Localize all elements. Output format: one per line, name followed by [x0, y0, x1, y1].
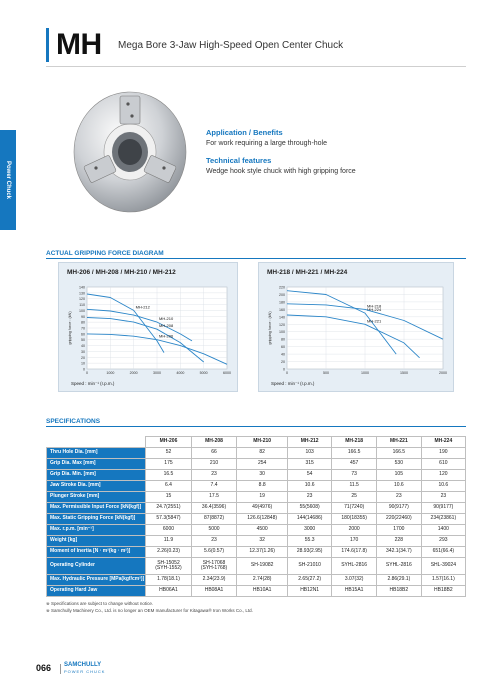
spec-row-label: Grip Dia. Min. [mm] — [47, 470, 146, 481]
spec-row-label: Jaw Stroke Dia. [mm] — [47, 481, 146, 492]
application-heading: Application / Benefits — [206, 128, 283, 137]
y-tick-label: 0 — [83, 367, 85, 372]
spec-cell: 66 — [191, 448, 237, 459]
spec-row — [47, 492, 466, 503]
y-tick-label: 180 — [279, 300, 285, 305]
y-axis-label: gripping force : (kN) — [68, 311, 72, 345]
x-tick-label: 4000 — [176, 371, 185, 375]
spec-cell: 2.86(29.1) — [376, 575, 421, 586]
y-tick-label: 100 — [279, 330, 285, 335]
chart-plot — [59, 263, 239, 393]
spec-cell: HB08A1 — [191, 586, 237, 597]
spec-row-label: Thru Hole Dia. [mm] — [47, 448, 146, 459]
series-label: MH-210 — [159, 316, 174, 322]
header-rule — [46, 66, 466, 67]
spec-cell: 1700 — [376, 525, 421, 536]
x-tick-label: 0 — [286, 371, 288, 375]
y-tick-label: 50 — [81, 338, 85, 343]
series-label: MH-218 — [367, 303, 382, 309]
spec-cell: 71(7240) — [332, 503, 377, 514]
features-block — [206, 128, 466, 184]
spec-cell: 24.7(2551) — [146, 503, 192, 514]
spec-cell: 12.37(1.26) — [237, 547, 288, 558]
x-tick-label: 1000 — [106, 371, 115, 375]
x-tick-label: 1000 — [361, 371, 369, 375]
spec-cell: 1.78(18.1) — [146, 575, 192, 586]
specifications-title: SPECIFICATIONS — [46, 418, 101, 425]
page-number: 066 — [36, 663, 52, 673]
chart-large-models — [258, 262, 454, 392]
y-tick-label: 80 — [81, 320, 85, 325]
spec-cell: 36.4(3596) — [191, 503, 237, 514]
spec-cell: 10.6 — [421, 481, 465, 492]
y-tick-label: 20 — [281, 360, 285, 365]
chart-x-label: Speed : min⁻¹ (r.p.m.) — [271, 381, 315, 386]
spec-cell: 57.3(5847) — [146, 514, 192, 525]
spec-cell: SH-19082 — [237, 558, 288, 575]
spec-row-label: Grip Dia. Max [mm] — [47, 459, 146, 470]
spec-cell: 54 — [288, 470, 332, 481]
x-tick-label: 6000 — [223, 371, 231, 375]
spec-cell: 610 — [421, 459, 465, 470]
y-tick-label: 140 — [279, 315, 285, 320]
spec-cell: 49(4976) — [237, 503, 288, 514]
spec-column-header: MH-210 — [237, 437, 288, 448]
x-tick-label: 2000 — [129, 371, 138, 375]
technical-heading: Technical features — [206, 156, 272, 165]
spec-cell: 457 — [332, 459, 377, 470]
spec-cell: HB15A1 — [332, 586, 377, 597]
spec-cell: 5.6(0.57) — [191, 547, 237, 558]
y-tick-label: 120 — [79, 297, 85, 302]
spec-cell: SYHL-2816 — [332, 558, 377, 575]
spec-cell: 254 — [237, 459, 288, 470]
spec-row — [47, 586, 466, 597]
y-tick-label: 40 — [281, 352, 285, 357]
spec-cell: 170 — [332, 536, 377, 547]
spec-cell: 651(66.4) — [421, 547, 465, 558]
spec-cell: 19 — [237, 492, 288, 503]
chart-title: MH-218 / MH-221 / MH-224 — [267, 269, 348, 276]
spec-cell: 103 — [288, 448, 332, 459]
y-tick-label: 90 — [81, 314, 85, 319]
spec-row — [47, 514, 466, 525]
y-tick-label: 220 — [279, 285, 285, 290]
spec-cell: 2.34(23.9) — [191, 575, 237, 586]
spec-cell: 23 — [421, 492, 465, 503]
spec-cell: HB18B2 — [421, 586, 465, 597]
side-tab-label: Power Chuck — [5, 160, 11, 200]
spec-cell: 10.6 — [376, 481, 421, 492]
spec-cell: 16.5 — [146, 470, 192, 481]
spec-cell: 87(8872) — [191, 514, 237, 525]
spec-cell: 30 — [237, 470, 288, 481]
model-subtitle: Mega Bore 3-Jaw High-Speed Open Center Chuck — [118, 40, 344, 51]
y-tick-label: 0 — [283, 367, 285, 372]
footnote: ※ Samchully Machinery Co., Ltd. is no longer an OEM manufacturer for Kitagawa® Iron Works Co., Ltd. — [46, 608, 253, 614]
spec-cell: 175 — [146, 459, 192, 470]
y-tick-label: 110 — [79, 303, 85, 308]
spec-cell: 25 — [332, 492, 377, 503]
spec-column-header: MH-224 — [421, 437, 465, 448]
spec-cell: 120 — [421, 470, 465, 481]
y-tick-label: 30 — [81, 349, 85, 354]
spec-cell: 4500 — [237, 525, 288, 536]
y-tick-label: 160 — [279, 307, 285, 312]
spec-corner — [47, 437, 146, 448]
x-tick-label: 500 — [323, 371, 329, 375]
spec-cell: 190 — [421, 448, 465, 459]
spec-cell: SHL-39024 — [421, 558, 465, 575]
series-label: MH-208 — [159, 323, 174, 329]
spec-row — [47, 459, 466, 470]
spec-row — [47, 525, 466, 536]
spec-row — [47, 470, 466, 481]
spec-cell: 90(9177) — [376, 503, 421, 514]
spec-row-label: Weight [kg] — [47, 536, 146, 547]
spec-cell: 315 — [288, 459, 332, 470]
spec-cell: HB18B2 — [376, 586, 421, 597]
spec-cell: 55.3 — [288, 536, 332, 547]
chart-plot — [259, 263, 455, 393]
spec-row-label: Plunger Stroke [mm] — [47, 492, 146, 503]
spec-cell: 11.9 — [146, 536, 192, 547]
y-tick-label: 100 — [79, 308, 85, 313]
spec-row — [47, 547, 466, 558]
spec-cell: 228 — [376, 536, 421, 547]
spec-cell: 342.1(34.7) — [376, 547, 421, 558]
spec-column-header: MH-218 — [332, 437, 377, 448]
series-label: MH-212 — [135, 304, 150, 310]
series-label: MH-221 — [367, 318, 382, 324]
y-tick-label: 60 — [81, 332, 85, 337]
spec-cell: 7.4 — [191, 481, 237, 492]
spec-cell: 293 — [421, 536, 465, 547]
spec-cell: 2.26(0.23) — [146, 547, 192, 558]
spec-cell: SH-15052 (SYH-1552) — [146, 558, 192, 575]
y-tick-label: 130 — [79, 291, 85, 296]
y-tick-label: 60 — [281, 345, 285, 350]
spec-cell: 2000 — [332, 525, 377, 536]
spec-cell: 3.07(32) — [332, 575, 377, 586]
spec-column-header: MH-212 — [288, 437, 332, 448]
spec-cell: 52 — [146, 448, 192, 459]
spec-cell: 3000 — [288, 525, 332, 536]
spec-cell: 23 — [191, 470, 237, 481]
y-tick-label: 10 — [81, 361, 85, 366]
y-tick-label: 80 — [281, 337, 285, 342]
series-label: MH-224 — [367, 307, 382, 313]
spec-cell: HB10A1 — [237, 586, 288, 597]
spec-cell: 5000 — [191, 525, 237, 536]
spec-cell: 23 — [288, 492, 332, 503]
y-tick-label: 120 — [279, 322, 285, 327]
spec-cell: HB12N1 — [288, 586, 332, 597]
series-label: MH-206 — [159, 333, 174, 339]
y-tick-label: 200 — [279, 292, 285, 297]
spec-row — [47, 503, 466, 514]
technical-text: Wedge hook style chuck with high gripping force — [206, 168, 356, 175]
spec-row — [47, 575, 466, 586]
x-tick-label: 0 — [86, 371, 88, 375]
spec-row-label: Operating Hard Jaw — [47, 586, 146, 597]
brand-logo: SAMCHULLY — [64, 662, 102, 668]
x-tick-label: 3000 — [153, 371, 161, 375]
spec-cell: 174.6(17.8) — [332, 547, 377, 558]
spec-cell: 23 — [376, 492, 421, 503]
spec-cell: 6000 — [146, 525, 192, 536]
spec-cell: 23 — [191, 536, 237, 547]
y-tick-label: 40 — [81, 344, 85, 349]
spec-cell: 180(18355) — [332, 514, 377, 525]
spec-cell: 8.8 — [237, 481, 288, 492]
footer-separator — [60, 664, 61, 674]
spec-row — [47, 481, 466, 492]
spec-column-header: MH-221 — [376, 437, 421, 448]
spec-row — [47, 448, 466, 459]
spec-cell: 2.65(27.2) — [288, 575, 332, 586]
spec-cell: 166.5 — [376, 448, 421, 459]
model-title: MH — [56, 28, 102, 61]
spec-cell: 6.4 — [146, 481, 192, 492]
y-tick-label: 70 — [81, 326, 85, 331]
chuck-product-image — [70, 82, 190, 216]
chart-title: MH-206 / MH-208 / MH-210 / MH-212 — [67, 269, 176, 276]
spec-cell: SH-17068 (SYH-1768) — [191, 558, 237, 575]
specifications-rule — [46, 426, 466, 427]
spec-row — [47, 536, 466, 547]
spec-row-label: Operating Cylinder — [47, 558, 146, 575]
spec-cell: SYHL-2816 — [376, 558, 421, 575]
x-tick-label: 5000 — [199, 371, 208, 375]
chart-small-models — [58, 262, 238, 392]
chart-x-label: Speed : min⁻¹ (r.p.m.) — [71, 381, 115, 386]
spec-cell: 82 — [237, 448, 288, 459]
spec-column-header: MH-208 — [191, 437, 237, 448]
spec-cell: 166.5 — [332, 448, 377, 459]
spec-cell: 90(9177) — [421, 503, 465, 514]
spec-cell: 530 — [376, 459, 421, 470]
spec-cell: 144(14686) — [288, 514, 332, 525]
spec-row — [47, 558, 466, 575]
spec-header-row — [47, 437, 466, 448]
spec-row-label: Moment of Inertia [N · m²(kg · m²)] — [47, 547, 146, 558]
spec-cell: 1.57(16.1) — [421, 575, 465, 586]
spec-column-header: MH-206 — [146, 437, 192, 448]
x-tick-label: 1500 — [400, 371, 408, 375]
spec-cell: 1400 — [421, 525, 465, 536]
spec-cell: 11.5 — [332, 481, 377, 492]
spec-cell: 220(22460) — [376, 514, 421, 525]
specifications-table — [46, 436, 466, 597]
spec-row-label: Max. Static Gripping Force [kN(kgf)] — [47, 514, 146, 525]
application-text: For work requiring a large through-hole — [206, 140, 328, 147]
y-tick-label: 20 — [81, 355, 85, 360]
header-accent-bar — [46, 28, 49, 62]
spec-row-label: Max. r.p.m. [min⁻¹] — [47, 525, 146, 536]
spec-cell: 15 — [146, 492, 192, 503]
footnotes — [46, 600, 253, 614]
spec-cell: 234(23861) — [421, 514, 465, 525]
spec-cell: 126.6(12848) — [237, 514, 288, 525]
spec-cell: 105 — [376, 470, 421, 481]
spec-cell: 2.74(28) — [237, 575, 288, 586]
gripping-section-rule — [46, 258, 466, 259]
spec-cell: 55(5608) — [288, 503, 332, 514]
y-axis-label: gripping force : (kN) — [268, 311, 272, 345]
gripping-section-title: ACTUAL GRIPPING FORCE DIAGRAM — [46, 250, 164, 257]
footnote: ※ Specifications are subject to change without notice. — [46, 601, 154, 606]
spec-cell: 73 — [332, 470, 377, 481]
spec-cell: 28.93(2.95) — [288, 547, 332, 558]
spec-row-label: Max. Permissible Input Force [kN(kgf)] — [47, 503, 146, 514]
y-tick-label: 140 — [79, 285, 85, 290]
spec-cell: 17.5 — [191, 492, 237, 503]
spec-cell: HB06A1 — [146, 586, 192, 597]
spec-cell: 10.6 — [288, 481, 332, 492]
spec-cell: SH-21010 — [288, 558, 332, 575]
spec-cell: 32 — [237, 536, 288, 547]
spec-row-label: Max. Hydraulic Pressure [MPa(kgf/cm²)] — [47, 575, 146, 586]
spec-cell: 210 — [191, 459, 237, 470]
brand-subtitle: POWER CHUCK — [64, 669, 106, 674]
side-tab — [0, 130, 16, 230]
x-tick-label: 2000 — [439, 371, 447, 375]
